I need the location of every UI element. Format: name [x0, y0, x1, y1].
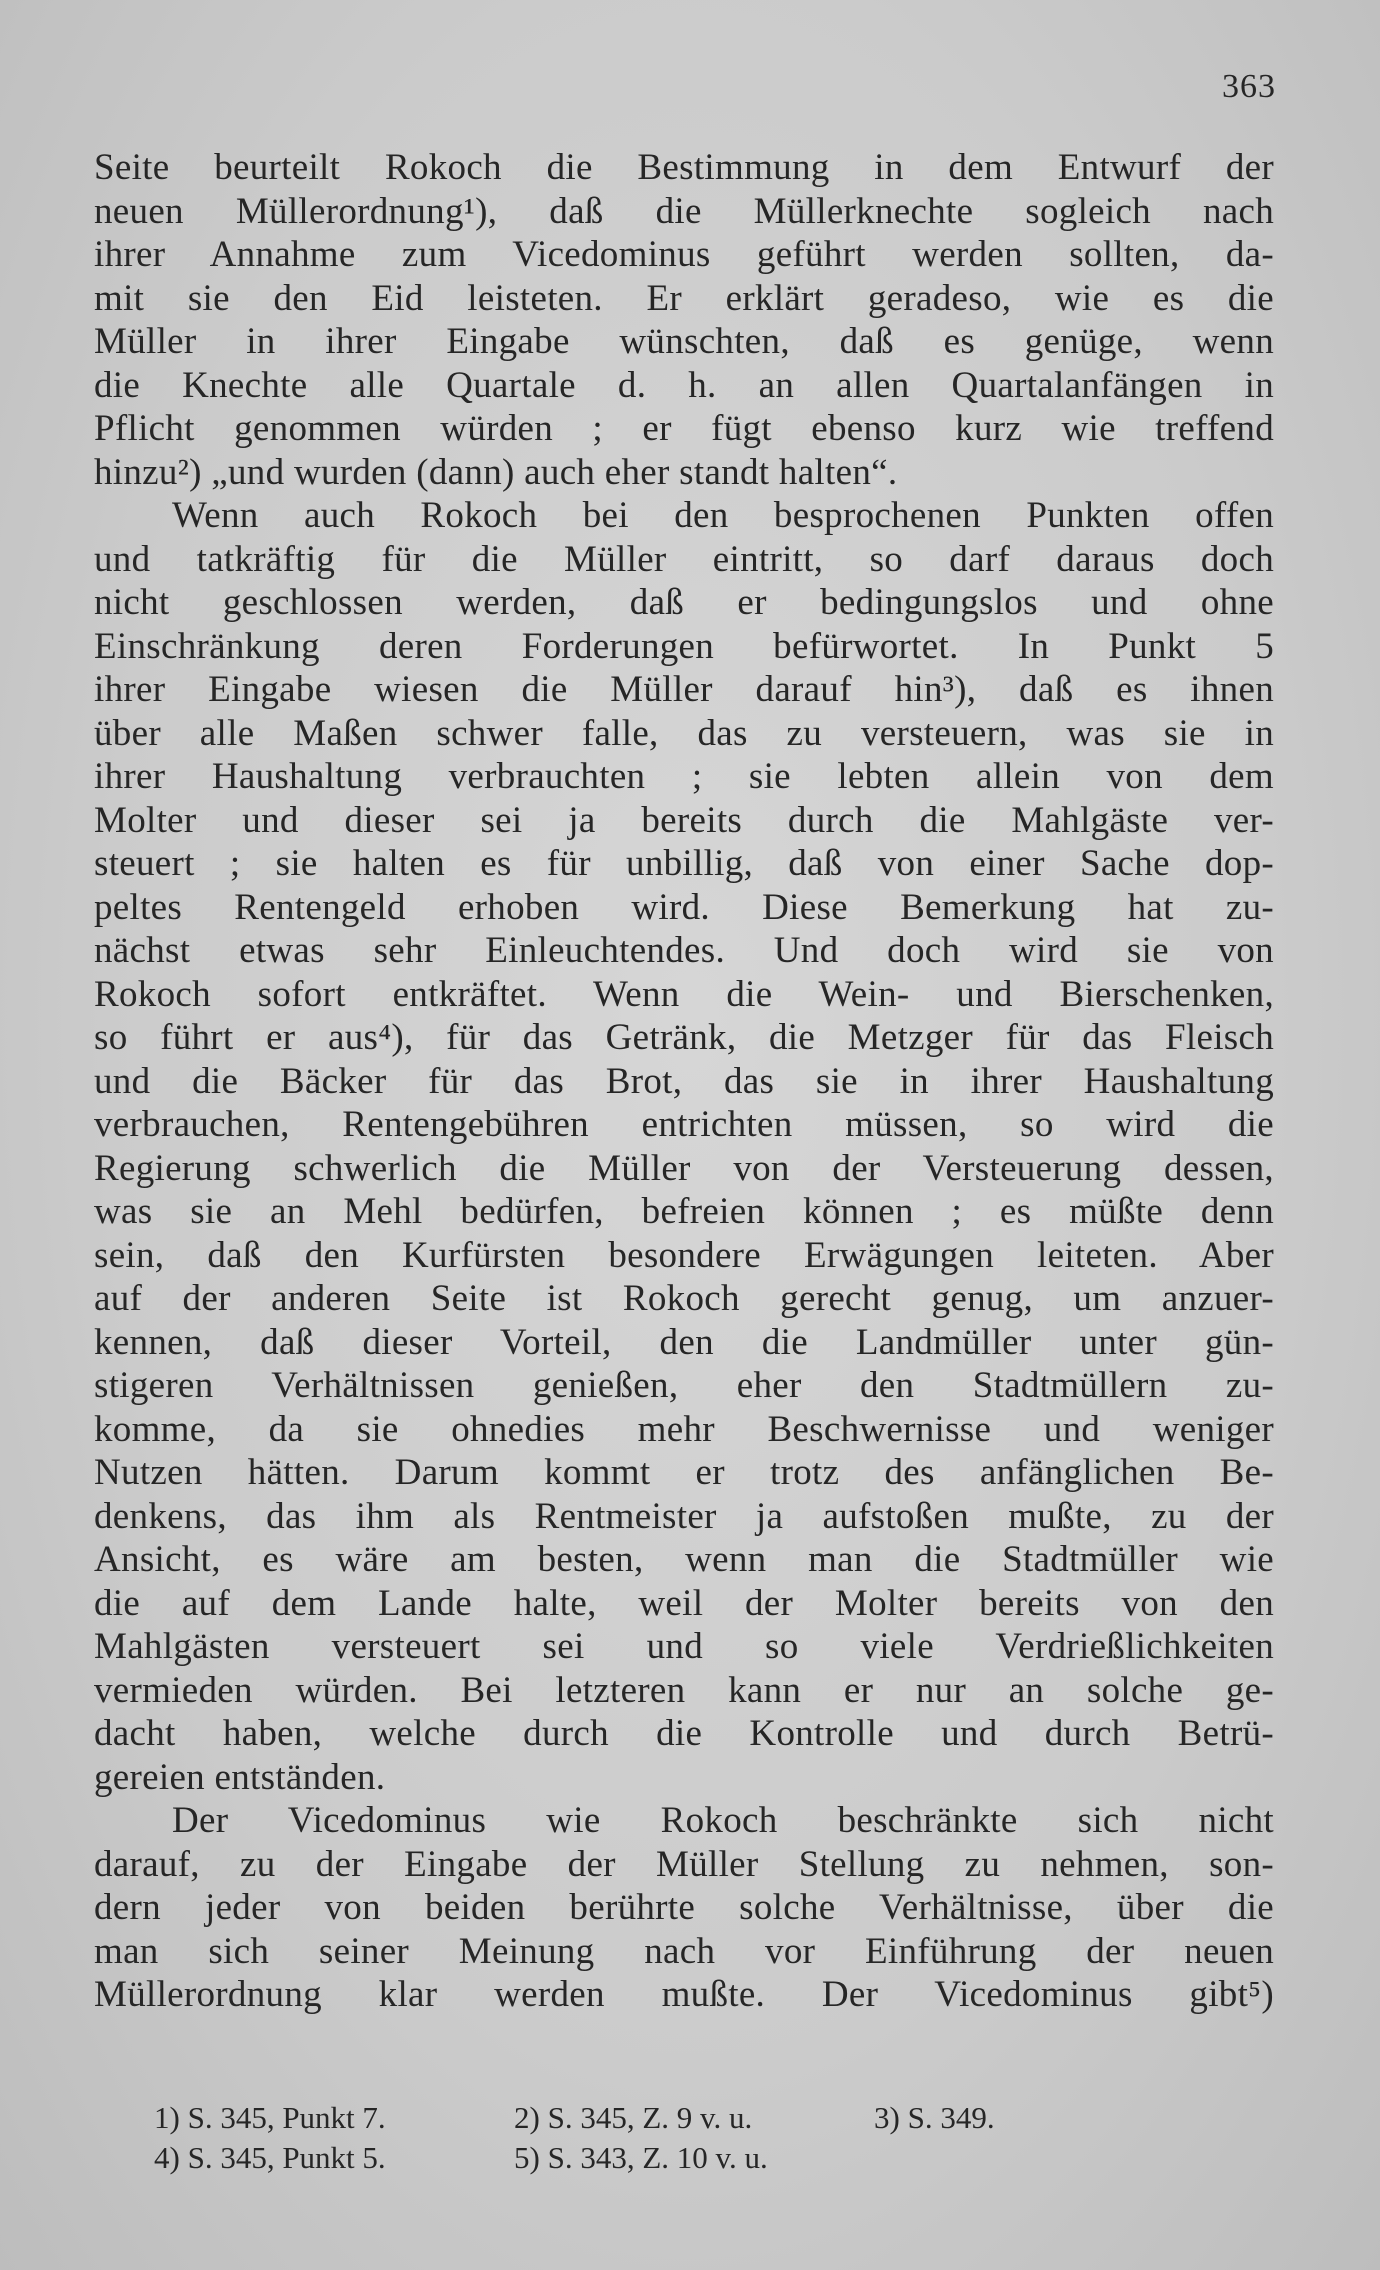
text-line: ihrer Eingabe wiesen die Müller darauf hin³), daß es ihnen	[94, 669, 1274, 710]
text-line: Nutzen hätten. Darum kommt er trotz des anfänglichen Be-	[94, 1452, 1274, 1493]
text-line: man sich seiner Meinung nach vor Einführung der neuen	[94, 1930, 1274, 1972]
text-line: hinzu²) „und wurden (dann) auch eher standt halten“.	[94, 451, 898, 493]
text-line: auf der anderen Seite ist Rokoch gerecht genug, um anzuer-	[94, 1278, 1274, 1319]
text-line: Müllerordnung klar werden mußte. Der Vicedominus gibt⁵)	[94, 1974, 1274, 2015]
text-line: Müller in ihrer Eingabe wünschten, daß es genüge, wenn	[94, 321, 1274, 362]
text-line: die auf dem Lande halte, weil der Molter bereits von den	[94, 1582, 1274, 1624]
footnote-row	[154, 2098, 1154, 2138]
text-line: ihrer Annahme zum Vicedominus geführt werden sollten, da-	[94, 234, 1274, 275]
text-line: so führt er aus⁴), für das Getränk, die Metzger für das Fleisch	[94, 1017, 1274, 1058]
text-line: Molter und dieser sei ja bereits durch die Mahlgäste ver-	[94, 799, 1274, 841]
text-line: verbrauchen, Rentengebühren entrichten müssen, so wird die	[94, 1104, 1274, 1145]
text-line: dern jeder von beiden berührte solche Verhältnisse, über die	[94, 1887, 1274, 1928]
footnote: 1) S. 345, Punkt 7.	[154, 2100, 386, 2135]
text-line: nächst etwas sehr Einleuchtendes. Und doch wird sie von	[94, 930, 1274, 971]
text-line: und die Bäcker für das Brot, das sie in ihrer Haushaltung	[94, 1060, 1274, 1102]
text-line: Einschränkung deren Forderungen befürwortet. In Punkt 5	[94, 625, 1274, 667]
text-line: Rokoch sofort entkräftet. Wenn die Wein- und Bierschenken,	[94, 973, 1274, 1015]
text-line: was sie an Mehl bedürfen, befreien können ; es müßte denn	[94, 1191, 1274, 1232]
text-line: gereien entständen.	[94, 1756, 386, 1798]
text-line: Ansicht, es wäre am besten, wenn man die Stadtmüller wie	[94, 1539, 1274, 1580]
text-line: neuen Müllerordnung¹), daß die Müllerknechte sogleich nach	[94, 190, 1274, 232]
text-line: Wenn auch Rokoch bei den besprochenen Punkten offen	[172, 495, 1274, 536]
text-line: Mahlgästen versteuert sei und so viele Verdrießlichkeiten	[94, 1626, 1274, 1667]
text-line: denkens, das ihm als Rentmeister ja aufstoßen mußte, zu der	[94, 1495, 1274, 1537]
body-text	[94, 146, 1274, 2017]
footnote: 4) S. 345, Punkt 5.	[154, 2140, 386, 2175]
text-line: Regierung schwerlich die Müller von der Versteuerung dessen,	[94, 1147, 1274, 1189]
footnote: 5) S. 343, Z. 10 v. u.	[514, 2140, 768, 2175]
text-line: komme, da sie ohnedies mehr Beschwernisse und weniger	[94, 1408, 1274, 1450]
text-line: kennen, daß dieser Vorteil, den die Landmüller unter gün-	[94, 1321, 1274, 1363]
text-line: nicht geschlossen werden, daß er bedingungslos und ohne	[94, 582, 1274, 623]
text-line: mit sie den Eid leisteten. Er erklärt geradeso, wie es die	[94, 277, 1274, 319]
text-line: die Knechte alle Quartale d. h. an allen Quartalanfängen in	[94, 364, 1274, 406]
text-line: dacht haben, welche durch die Kontrolle und durch Betrü-	[94, 1713, 1274, 1754]
footnotes	[154, 2098, 1154, 2178]
page-number: 363	[1222, 68, 1276, 105]
text-line: peltes Rentengeld erhoben wird. Diese Bemerkung hat zu-	[94, 886, 1274, 928]
text-line: darauf, zu der Eingabe der Müller Stellung zu nehmen, son-	[94, 1843, 1274, 1885]
footnote: 2) S. 345, Z. 9 v. u.	[514, 2100, 753, 2135]
text-line: vermieden würden. Bei letzteren kann er nur an solche ge-	[94, 1669, 1274, 1711]
text-line: Der Vicedominus wie Rokoch beschränkte sich nicht	[172, 1800, 1274, 1841]
text-line: über alle Maßen schwer falle, das zu versteuern, was sie in	[94, 712, 1274, 754]
text-line: und tatkräftig für die Müller eintritt, so darf daraus doch	[94, 538, 1274, 580]
text-line: Seite beurteilt Rokoch die Bestimmung in dem Entwurf der	[94, 147, 1274, 188]
footnote-row	[154, 2138, 1154, 2178]
text-line: steuert ; sie halten es für unbillig, daß von einer Sache dop-	[94, 843, 1274, 884]
text-line: sein, daß den Kurfürsten besondere Erwägungen leiteten. Aber	[94, 1234, 1274, 1276]
text-line: Pflicht genommen würden ; er fügt ebenso kurz wie treffend	[94, 408, 1274, 449]
footnote: 3) S. 349.	[874, 2100, 995, 2135]
text-line: stigeren Verhältnissen genießen, eher den Stadtmüllern zu-	[94, 1365, 1274, 1406]
text-line: ihrer Haushaltung verbrauchten ; sie lebten allein von dem	[94, 756, 1274, 797]
